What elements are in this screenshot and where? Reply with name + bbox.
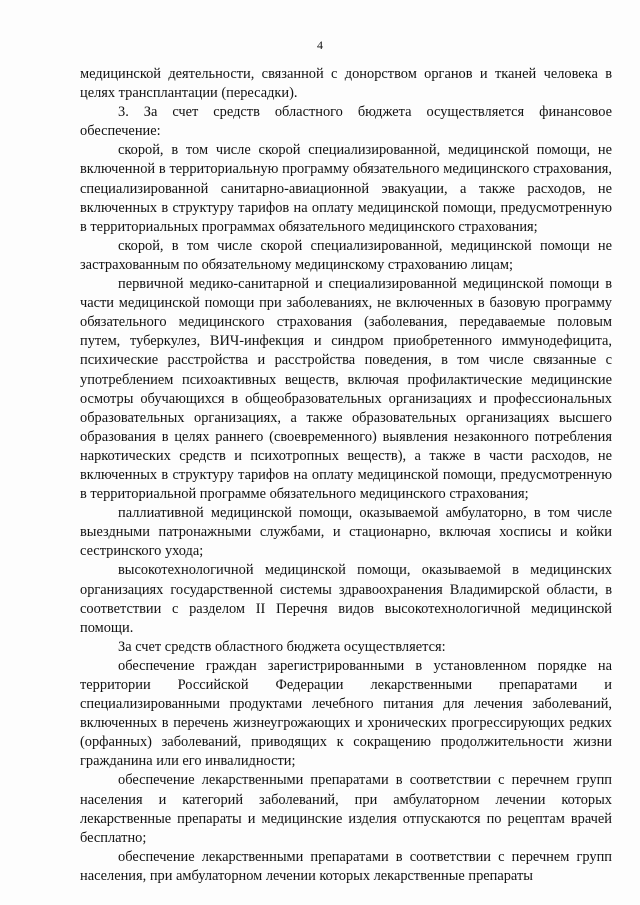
paragraph-7: высокотехнологичной медицинской помощи, оказываемой в медицинских организациях государственной системы здравоохранения Владимирской области, в соответствии с разделом II Перечня видов высокотехнологичной медицинской помощи. bbox=[80, 562, 612, 636]
paragraph-6: паллиативной медицинской помощи, оказываемой амбулаторно, в том числе выездными патронажными службами, и стационарно, включая хосписы и койки сестринского ухода; bbox=[80, 505, 612, 560]
paragraph-8: За счет средств областного бюджета осуществляется: bbox=[118, 638, 446, 655]
paragraph-5: первичной медико-санитарной и специализированной медицинской помощи в части медицинской помощи при заболеваниях, не включенных в базовую программу обязательного медицинского страхования (заболевания, передаваемые половым путем, туберкулез, ВИЧ-инфекция и синдром приобретенного иммунодефицита, психические расстройства и расстройства поведения, в том числе связанные с употреблением психоактивных веществ, включая профилактические медицинские осмотры обучающихся в общеобразовательных организациях и профессиональных образовательных организациях, а также образовательных организациях высшего образования в целях раннего (своевременного) выявления незаконного потребления наркотических средств и психотропных веществ), а также в части расходов, не включенных в структуру тарифов на оплату медицинской помощи, предусмотренную в территориальной программе обязательного медицинского страхования; bbox=[80, 276, 612, 503]
paragraph-1: медицинской деятельности, связанной с донорством органов и тканей человека в целях трансплантации (пересадки). bbox=[80, 66, 612, 102]
paragraph-2: 3. За счет средств областного бюджета осуществляется финансовое обеспечение: bbox=[80, 104, 612, 140]
paragraph-11: обеспечение лекарственными препаратами в соответствии с перечнем групп населения, при амбулаторном лечении которых лекарственные препараты bbox=[80, 848, 612, 884]
paragraph-4: скорой, в том числе скорой специализированной, медицинской помощи не застрахованным по обязательному медицинскому страхованию лицам; bbox=[80, 237, 612, 273]
page-number: 4 bbox=[317, 38, 323, 52]
paragraph-10: обеспечение лекарственными препаратами в соответствии с перечнем групп населения и категорий заболеваний, при амбулаторном лечении которых лекарственные препараты и медицинские изделия отпускаются по рецептам врачей бесплатно; bbox=[80, 772, 612, 846]
paragraph-9: обеспечение граждан зарегистрированными в установленном порядке на территории Российской Федерации лекарственными препаратами и специализированными продуктами лечебного питания для лечения заболеваний, включенных в перечень жизнеугрожающих и хронических прогрессирующих редких (орфанных) заболеваний, приводящих к сокращению продолжительности жизни гражданина или его инвалидности; bbox=[80, 657, 612, 770]
document-body bbox=[80, 65, 612, 886]
paragraph-3: скорой, в том числе скорой специализированной, медицинской помощи, не включенной в территориальную программу обязательного медицинского страхования, специализированной санитарно-авиационной эвакуации, а также расходов, не включенных в структуру тарифов на оплату медицинской помощи, предусмотренную в территориальных программах обязательного медицинского страхования; bbox=[80, 142, 612, 235]
